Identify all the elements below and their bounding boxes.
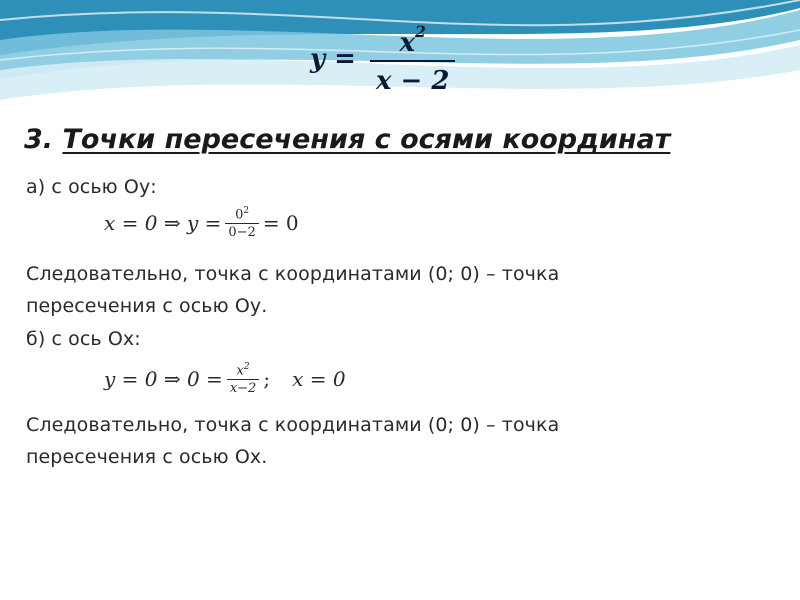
eq-a-left: x = 0 ⇒ y = [104, 211, 222, 236]
section-a-equation [104, 206, 299, 240]
section-b-conclusion-1: Следовательно, точка с координатами (0; 0) – точка [26, 414, 560, 436]
section-b-conclusion-2: пересечения с осью Ох. [26, 446, 268, 468]
section-heading [24, 124, 670, 155]
formula-lhs: y = [310, 44, 356, 75]
section-b-label: б) с ось Ох: [26, 328, 141, 350]
section-b-equation [104, 362, 346, 396]
heading-text: Точки пересечения с осями координат [62, 124, 671, 155]
section-a-conclusion-1: Следовательно, точка с координатами (0; 0) – точка [26, 263, 560, 285]
eq-b-fraction: $\frac{x^2}{x-2}$ [227, 362, 260, 396]
function-formula [310, 22, 455, 96]
section-a-label: а) с осью Оу: [26, 176, 157, 198]
formula-fraction [370, 22, 455, 96]
heading-number: 3. [24, 124, 54, 155]
eq-a-right: = 0 [262, 211, 299, 236]
formula-numerator: $x^2$ [399, 22, 426, 59]
eq-a-fraction: $\frac{0^2}{0-2}$ [225, 206, 258, 240]
section-a-conclusion-2: пересечения с осью Оу. [26, 295, 268, 317]
eq-b-right: x = 0 [292, 367, 346, 392]
eq-b-separator: ; [263, 367, 271, 392]
eq-b-left: y = 0 ⇒ 0 = [104, 367, 223, 392]
formula-denominator: x − 2 [370, 60, 455, 96]
